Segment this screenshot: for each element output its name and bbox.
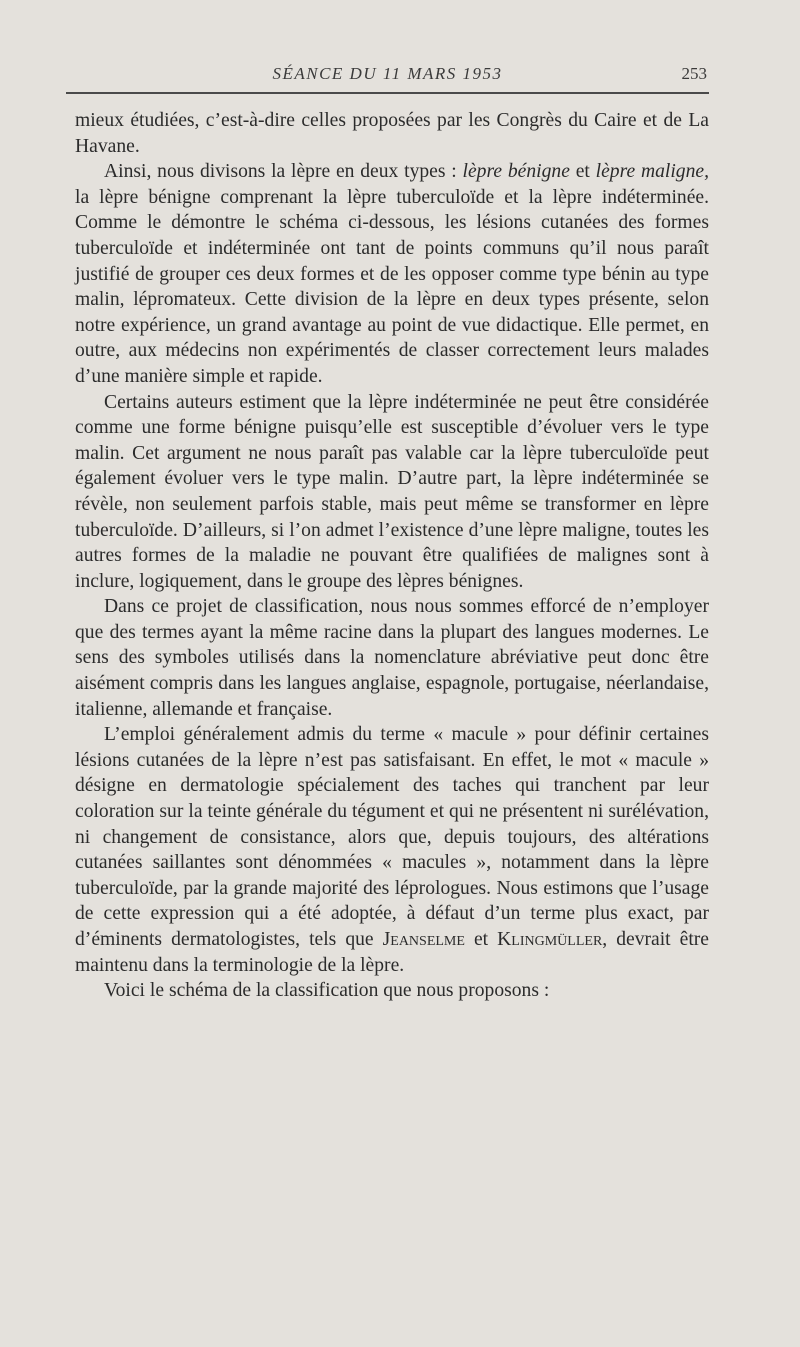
- paragraph-2-text-2: et: [569, 161, 596, 183]
- paragraph-2-text-3: la lèpre bénigne comprenant la lèpre tuberculoïde et la lèpre indéterminée. Comme le démontre le schéma ci-dessous, les lésions cutanées des formes tuberculoïde et indéterminée ont tant de points communs qu’il nous paraît justifié de grouper ces deux formes et de les opposer comme type bénin au type malin, lépromateux. Cette division de la lèpre en deux types présente, selon notre expérience, un grand avantage au point de vue didactique. Elle permet, en outre, aux médecins non expérimentés de classer correctement leurs malades d’une manière simple et rapide.: [75, 186, 709, 387]
- term-lepre-maligne: lèpre maligne,: [595, 161, 709, 183]
- paragraph-5-text-2: et: [464, 929, 498, 950]
- body-text: [75, 108, 709, 1004]
- paragraph-2-text-1: Ainsi, nous divisons la lèpre en deux types :: [104, 161, 463, 183]
- paragraph-6: Voici le schéma de la classification que nous proposons :: [104, 980, 550, 1002]
- term-lepre-benigne: lèpre bénigne: [462, 161, 570, 183]
- page-header: [66, 62, 709, 94]
- paragraph-1: mieux étudiées, c’est-à-dire celles proposées par les Congrès du Caire et de La Havane.: [75, 110, 709, 157]
- paragraph-2: [75, 159, 709, 389]
- paragraph-5-text-3: devrait être maintenu dans la terminologie de la lèpre.: [75, 929, 710, 976]
- author-klingmuller: Klingmüller,: [497, 929, 608, 950]
- author-jeanselme: Jeanselme: [382, 929, 465, 950]
- running-title: SÉANCE DU 11 MARS 1953: [272, 64, 503, 83]
- paragraph-4: Dans ce projet de classification, nous nous sommes efforcé de n’employer que des termes ayant la même racine dans la plupart des langues modernes. Le sens des symboles utilisés dans la nomenclature abréviative peut donc être aisément compris dans les langues anglaise, espagnole, portugaise, néerlandaise, italienne, allemande et française.: [75, 596, 709, 720]
- paragraph-3: Certains auteurs estiment que la lèpre indéterminée ne peut être considérée comme une forme bénigne puisqu’elle est susceptible d’évoluer vers le type malin. Cet argument ne nous paraît pas valable car la lèpre tuberculoïde peut également évoluer vers le type malin. D’autre part, la lèpre indéterminée se révèle, non seulement parfois stable, mais peut même se transformer en lèpre tuberculoïde. D’ailleurs, si l’on admet l’existence d’une lèpre maligne, toutes les autres formes de la maladie ne pouvant être qualifiées de malignes sont à inclure, logiquement, dans le groupe des lèpres bénignes.: [75, 391, 709, 592]
- paragraph-5: [75, 722, 709, 978]
- page-number: 253: [681, 64, 707, 83]
- paragraph-5-text-1: L’emploi généralement admis du terme « macule » pour définir certaines lésions cutanées de la lèpre n’est pas satisfaisant. En effet, le mot « macule » désigne en dermatologie spécialement des taches qui tranchent par leur coloration sur la teinte générale du tégument et qui ne présentent ni surélévation, ni changement de consistance, alors que, depuis toujours, des altérations cutanées saillantes sont dénommées « macules », notamment dans la lèpre tuberculoïde, par la grande majorité des léprologues. Nous estimons que l’usage de cette expression qui a été adoptée, à défaut d’un terme plus exact, par d’éminents dermatologistes, tels que: [75, 724, 709, 950]
